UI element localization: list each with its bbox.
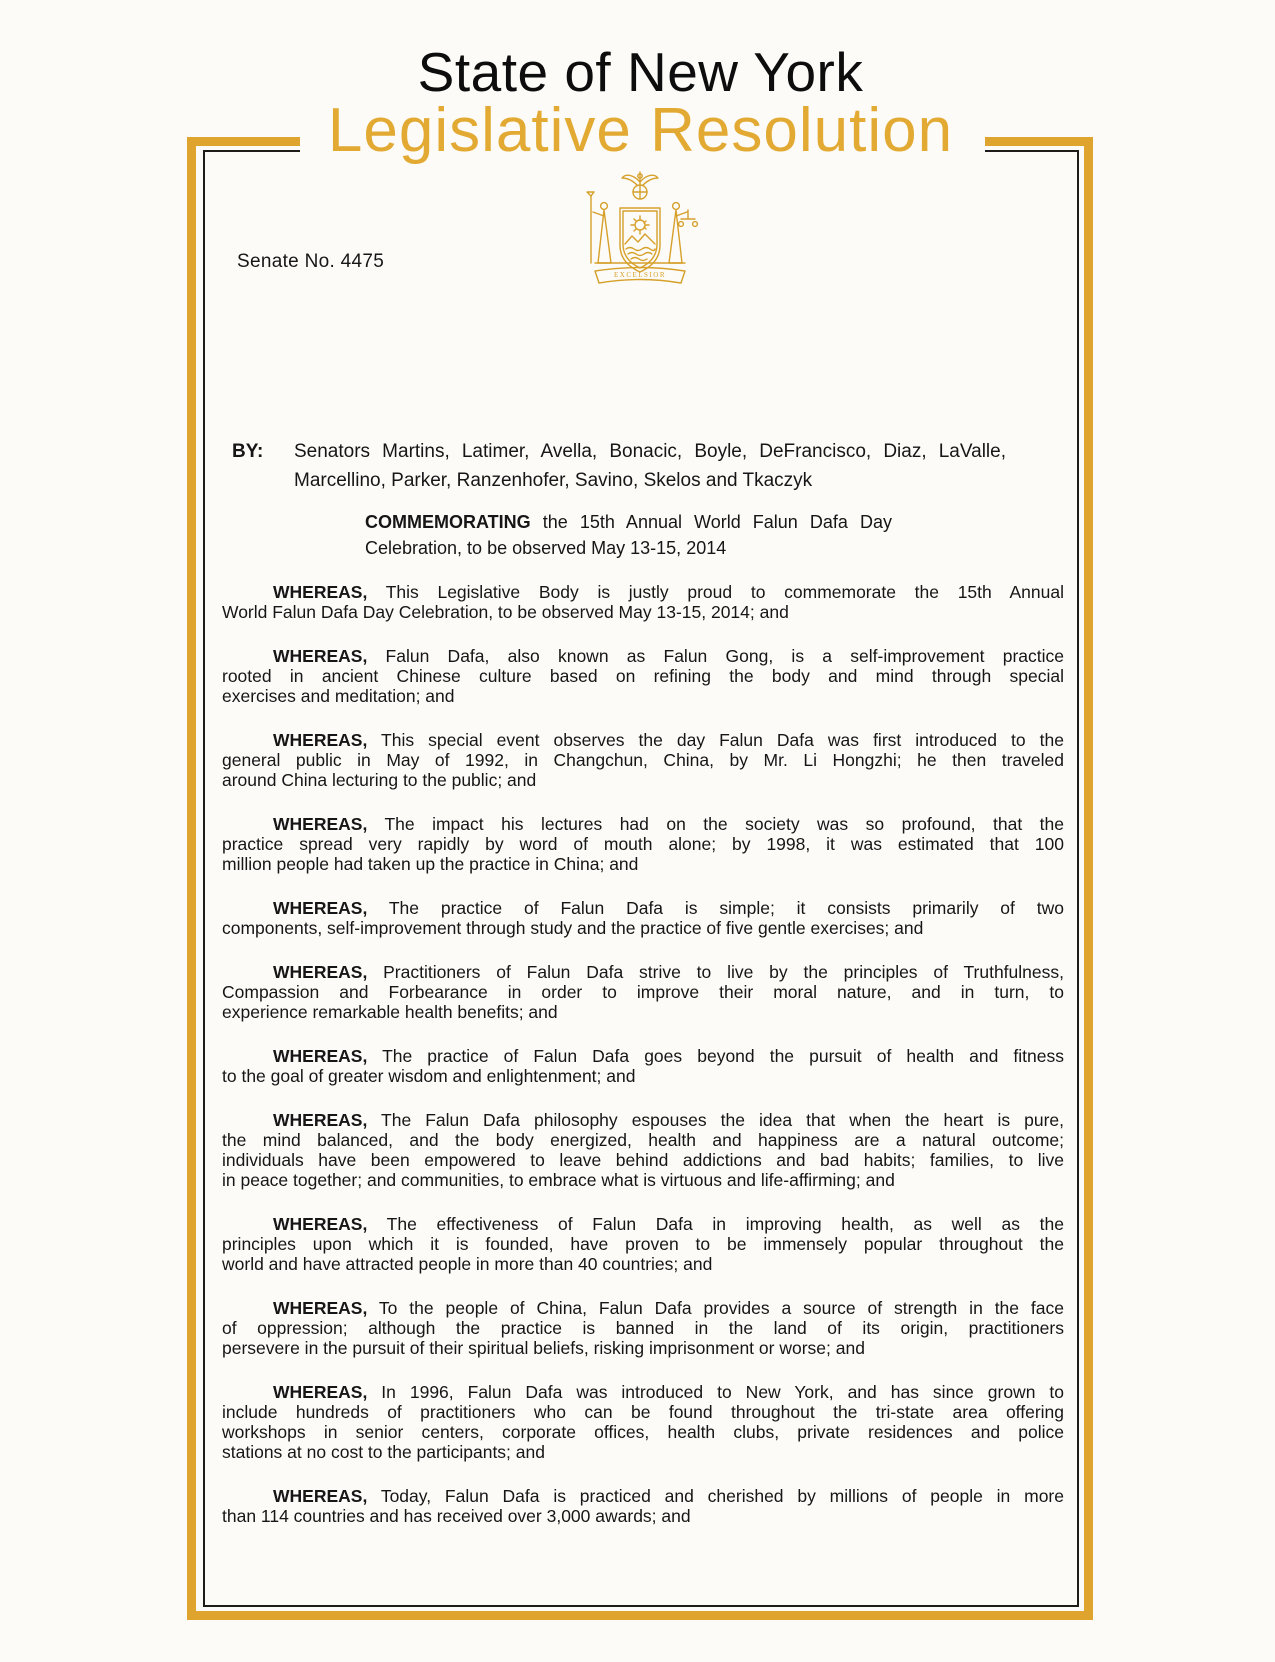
whereas-paragraphs bbox=[222, 582, 1064, 1526]
whereas-paragraph bbox=[222, 898, 1064, 938]
paragraph-line: WHEREAS, To the people of China, Falun Dafa provides a source of strength in the face bbox=[273, 1298, 1064, 1318]
paragraph-line: WHEREAS, This Legislative Body is justly proud to commemorate the 15th Annual bbox=[273, 582, 1064, 602]
whereas-label: WHEREAS, bbox=[273, 730, 368, 750]
paragraph-line: than 114 countries and has received over 3,000 awards; and bbox=[222, 1506, 691, 1526]
whereas-paragraph bbox=[222, 1046, 1064, 1086]
whereas-label: WHEREAS, bbox=[273, 582, 368, 602]
document-subtitle: Legislative Resolution bbox=[327, 96, 954, 165]
by-block bbox=[222, 437, 1064, 495]
paragraph-line: workshops in senior centers, corporate offices, health clubs, private residences and police bbox=[222, 1422, 1064, 1442]
whereas-label: WHEREAS, bbox=[273, 814, 368, 834]
document-title: State of New York bbox=[417, 41, 864, 103]
whereas-label: WHEREAS, bbox=[273, 898, 368, 918]
commemorating-line: Celebration, to be observed May 13-15, 2014 bbox=[365, 538, 727, 558]
whereas-paragraph bbox=[222, 962, 1064, 1022]
whereas-paragraph bbox=[222, 730, 1064, 790]
paragraph-line: the mind balanced, and the body energized, health and happiness are a natural outcome; bbox=[222, 1130, 1064, 1150]
paragraph-line: million people had taken up the practice in China; and bbox=[222, 854, 639, 874]
paragraph-line: practice spread very rapidly by word of mouth alone; by 1998, it was estimated that 100 bbox=[222, 834, 1064, 854]
whereas-paragraph bbox=[222, 1110, 1064, 1190]
paragraph-line: experience remarkable health benefits; and bbox=[222, 1002, 558, 1022]
paragraph-line: components, self-improvement through study and the practice of five gentle exercises; and bbox=[222, 918, 924, 938]
paragraph-line: WHEREAS, The practice of Falun Dafa goes beyond the pursuit of health and fitness bbox=[273, 1046, 1064, 1066]
paragraph-line: WHEREAS, Today, Falun Dafa is practiced and cherished by millions of people in more bbox=[273, 1486, 1064, 1506]
whereas-label: WHEREAS, bbox=[273, 1214, 368, 1234]
whereas-label: WHEREAS, bbox=[273, 1046, 368, 1066]
whereas-label: WHEREAS, bbox=[273, 646, 368, 666]
paragraph-line: in peace together; and communities, to embrace what is virtuous and life-affirming; and bbox=[222, 1170, 895, 1190]
paragraph-line: world and have attracted people in more than 40 countries; and bbox=[222, 1254, 713, 1274]
paragraph-line: of oppression; although the practice is banned in the land of its origin, practitioners bbox=[222, 1318, 1064, 1338]
paragraph-line: World Falun Dafa Day Celebration, to be observed May 13-15, 2014; and bbox=[222, 602, 789, 622]
paragraph-line: WHEREAS, In 1996, Falun Dafa was introduced to New York, and has since grown to bbox=[273, 1382, 1064, 1402]
commemorating-label: COMMEMORATING bbox=[365, 512, 531, 532]
whereas-paragraph bbox=[222, 646, 1064, 706]
paragraph-line: persevere in the pursuit of their spiritual beliefs, risking imprisonment or worse; and bbox=[222, 1338, 865, 1358]
by-line: Senators Martins, Latimer, Avella, Bonacic, Boyle, DeFrancisco, Diaz, LaValle, bbox=[294, 441, 1006, 462]
by-senators-list bbox=[294, 437, 1006, 495]
whereas-paragraph bbox=[222, 1486, 1064, 1526]
paragraph-line: principles upon which it is founded, have proven to be immensely popular throughout the bbox=[222, 1234, 1064, 1254]
whereas-label: WHEREAS, bbox=[273, 1382, 368, 1402]
new-york-state-seal-icon bbox=[573, 166, 707, 310]
whereas-paragraph bbox=[222, 814, 1064, 874]
whereas-paragraph bbox=[222, 1382, 1064, 1462]
paragraph-line: rooted in ancient Chinese culture based on refining the body and mind through special bbox=[222, 666, 1064, 686]
paragraph-line: WHEREAS, The Falun Dafa philosophy espouses the idea that when the heart is pure, bbox=[273, 1110, 1064, 1130]
paragraph-line: exercises and meditation; and bbox=[222, 686, 455, 706]
paragraph-line: include hundreds of practitioners who can be found throughout the tri-state area offering bbox=[222, 1402, 1064, 1422]
paragraph-line: WHEREAS, The impact his lectures had on the society was so profound, that the bbox=[273, 814, 1064, 834]
seal-motto: EXCELSIOR bbox=[614, 271, 666, 279]
commemorating-block bbox=[365, 509, 892, 561]
whereas-paragraph bbox=[222, 1214, 1064, 1274]
commemorating-text: the 15th Annual World Falun Dafa Day bbox=[542, 512, 892, 532]
paragraph-line: to the goal of greater wisdom and enlightenment; and bbox=[222, 1066, 636, 1086]
paragraph-line: individuals have been empowered to leave behind addictions and bad habits; families, to live bbox=[222, 1150, 1064, 1170]
senate-number: Senate No. 4475 bbox=[237, 251, 385, 272]
commemorating-line bbox=[365, 509, 892, 535]
whereas-paragraph bbox=[222, 1298, 1064, 1358]
whereas-paragraph bbox=[222, 582, 1064, 622]
paragraph-line: around China lecturing to the public; and bbox=[222, 770, 537, 790]
paragraph-line: WHEREAS, The practice of Falun Dafa is simple; it consists primarily of two bbox=[273, 898, 1064, 918]
by-line: Marcellino, Parker, Ranzenhofer, Savino, Skelos and Tkaczyk bbox=[294, 470, 813, 491]
whereas-label: WHEREAS, bbox=[273, 1486, 368, 1506]
whereas-label: WHEREAS, bbox=[273, 1298, 368, 1318]
paragraph-line: WHEREAS, The effectiveness of Falun Dafa in improving health, as well as the bbox=[273, 1214, 1064, 1234]
paragraph-line: WHEREAS, Falun Dafa, also known as Falun Gong, is a self-improvement practice bbox=[273, 646, 1064, 666]
resolution-body bbox=[222, 437, 1064, 1526]
by-label: BY: bbox=[232, 441, 264, 462]
paragraph-line: stations at no cost to the participants; and bbox=[222, 1442, 545, 1462]
whereas-label: WHEREAS, bbox=[273, 1110, 368, 1130]
paragraph-line: WHEREAS, Practitioners of Falun Dafa strive to live by the principles of Truthfulness, bbox=[273, 962, 1064, 982]
paragraph-line: WHEREAS, This special event observes the day Falun Dafa was first introduced to the bbox=[273, 730, 1064, 750]
paragraph-line: general public in May of 1992, in Changchun, China, by Mr. Li Hongzhi; he then traveled bbox=[222, 750, 1064, 770]
paragraph-line: Compassion and Forbearance in order to improve their moral nature, and in turn, to bbox=[222, 982, 1064, 1002]
whereas-label: WHEREAS, bbox=[273, 962, 368, 982]
